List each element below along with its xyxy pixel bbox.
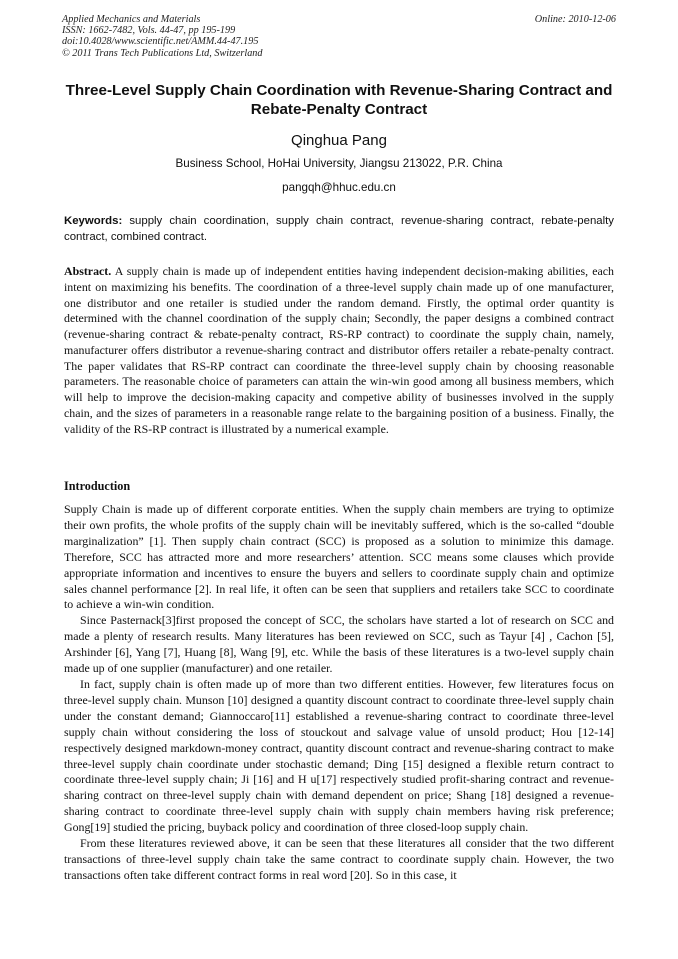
paragraph: Since Pasternack[3]first proposed the concept of SCC, the scholars have started a lot of research on SCC and made a plenty of research results. Many literatures has been reviewed on SCC, such as Tayur [4] , Cachon [5], Arshinder [6], Yang [7], Huang [8], Wang [9], etc. While the basis of these literatures is a two-level supply chain made up of one supplier (manufacturer) and one retailer. xyxy=(64,613,614,676)
paragraph: From these literatures reviewed above, it can be seen that these literatures all consider that the two different transactions of three-level supply chain take the same contract to coordinate supply chain. However, the two transactions often take different contract forms in real word [20]. So in this case, it xyxy=(64,836,614,882)
copyright-line: © 2011 Trans Tech Publications Ltd, Switzerland xyxy=(62,47,263,59)
abstract xyxy=(64,264,614,437)
keywords xyxy=(64,213,614,245)
doi-line: doi:10.4028/www.scientific.net/AMM.44-47.195 xyxy=(62,36,259,48)
author-email: pangqh@hhuc.edu.cn xyxy=(282,181,396,194)
keywords-text: supply chain coordination, supply chain contract, revenue-sharing contract, rebate-penalty contract, combined contract. xyxy=(64,215,615,243)
introduction-body xyxy=(64,502,614,884)
author-name: Qinghua Pang xyxy=(291,132,387,149)
issn-line: ISSN: 1662-7482, Vols. 44-47, pp 195-199 xyxy=(62,25,236,37)
paragraph: Supply Chain is made up of different corporate entities. When the supply chain members are trying to optimize their own profits, the whole profits of the supply chain will be inevitably suffered, which is the so-called “double marginalization” [1]. Then supply chain contract (SCC) is proposed as a solution to minimize this damage. Therefore, SCC has attracted more and more researchers’ attention. SCC means some clauses which provide appropriate information and incentives to ensure the buyers and sellers to coordinate supply chain and optimize sales channel performance [2]. In real life, it often can be seen that suppliers and retailers take SCC to coordinate to achieve a win-win condition. xyxy=(64,502,614,612)
journal-name: Applied Mechanics and Materials xyxy=(62,14,201,25)
abstract-text: A supply chain is made up of independent entities having independent decision-making abilities, each intent on maximizing his benefits. The coordination of a three-level supply chain made up of one manufacturer, one distributor and one retailer is studied under the random demand. Firstly, the optimal order quantity is determined with the channel coordination of the supply chain; Secondly, the paper designs a combined contract (revenue-sharing contract & rebate-penalty contract, RS-RP contract) to coordinate the supply chain, namely, manufacturer offers distributor a revenue-sharing contract and distributor offers retailer a rebate-penalty contract. The paper validates that RS-RP contract can coordinate the three-level supply chain by choosing reasonable parameters. The reasonable choice of parameters can attain the win-win good among all business members, which will help to improve the decision-making capacity and competive ability of businesses involved in the supply chain, and the sizes of parameters in a reasonable range relate to the bargaining position of a business. Finally, the validity of the RS-RP contract is illustrated by a numerical example. xyxy=(64,264,614,436)
online-date: Online: 2010-12-06 xyxy=(534,14,616,25)
paper-title: Three-Level Supply Chain Coordination with Revenue-Sharing Contract and Rebate-Penalty Contract xyxy=(65,82,613,118)
keywords-label: Keywords: xyxy=(64,215,123,227)
author-affiliation: Business School, HoHai University, Jiangsu 213022, P.R. China xyxy=(175,157,503,170)
section-heading-introduction: Introduction xyxy=(64,479,131,493)
journal-header xyxy=(62,14,616,59)
abstract-label: Abstract. xyxy=(64,264,112,278)
paragraph: In fact, supply chain is often made up of more than two different entities. However, few literatures focus on three-level supply chain. Munson [10] designed a quantity discount contract to coordinate three-level supply chain under the constant demand; Giannoccaro[11] established a revenue-sharing contract to coordinate three-level supply chain without considering the loss of stouckout and salvage value of unsold product; Hou [12-14] respectively designed markdown-money contract, quantity discount contract and revenue-sharing contract to make three-level supply chain coordinate under stochastic demand; Ding [15] designed a flexible return contract to coordinate three-level supply chain; Ji [16] and H u[17] respectively studied profit-sharing contract and revenue-sharing contract on three-level supply chain with demand dependent on price; Shang [18] designed a revenue-sharing contract to coordinate three-level supply chain with supply chain members having risk preference; Gong[19] studied the pricing, buyback policy and coordination of three closed-loop supply chain. xyxy=(64,676,614,835)
